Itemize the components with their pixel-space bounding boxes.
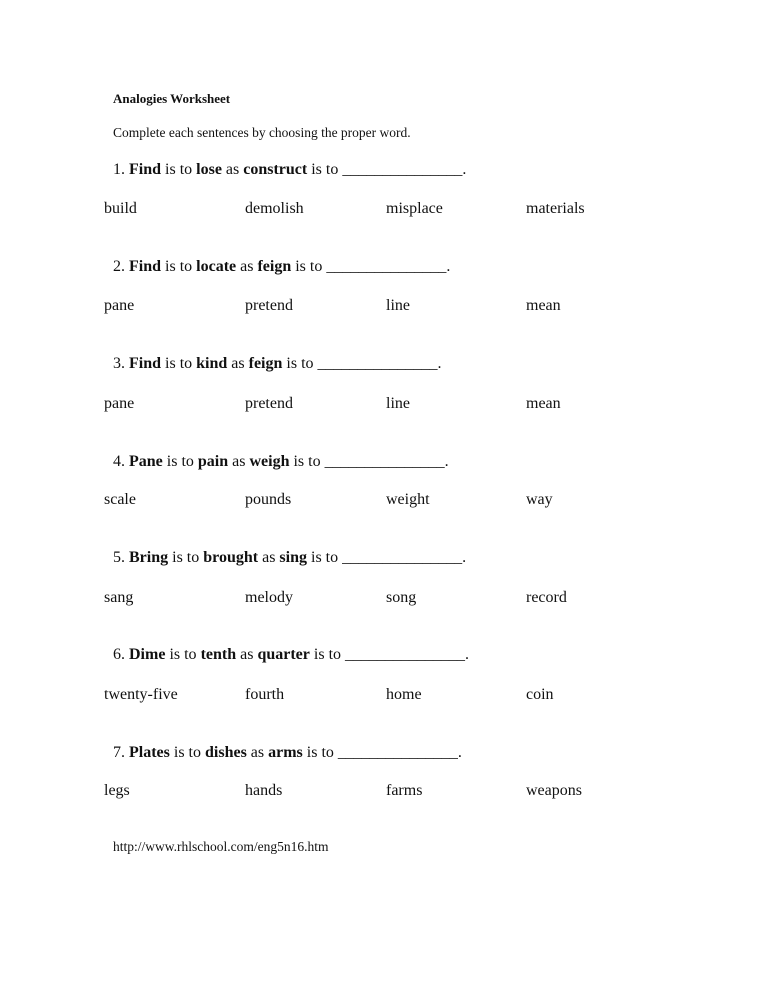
connector: is to — [313, 646, 342, 663]
question-6 — [113, 645, 469, 665]
worksheet-title: Analogies Worksheet — [113, 91, 231, 106]
word-a: Plates — [129, 744, 170, 761]
answer-blank: _______________. — [342, 549, 467, 566]
connector: is to — [295, 258, 323, 275]
word-c: feign — [257, 258, 292, 275]
choices-7 — [104, 781, 704, 803]
word-c: sing — [279, 549, 307, 566]
answer-blank: _______________. — [317, 355, 442, 372]
choice-option: hands — [245, 782, 283, 799]
instructions: Complete each sentences by choosing the proper word. — [113, 125, 411, 140]
answer-blank: _______________. — [326, 258, 451, 275]
choice-option: melody — [245, 589, 293, 606]
choice-option: pretend — [245, 297, 293, 314]
choice-option: farms — [386, 782, 423, 799]
word-b: dishes — [205, 744, 247, 761]
word-a: Dime — [129, 646, 166, 663]
connector: as — [231, 355, 245, 372]
word-b: lose — [196, 161, 222, 178]
choice-option: way — [526, 491, 553, 508]
choice-option: line — [386, 297, 410, 314]
connector: as — [232, 453, 246, 470]
choice-option: pretend — [245, 395, 293, 412]
connector: is to — [311, 161, 339, 178]
connector: is to — [173, 744, 201, 761]
connector: as — [240, 646, 254, 663]
choice-option: line — [386, 395, 410, 412]
choice-option: mean — [526, 297, 561, 314]
connector: is to — [172, 549, 200, 566]
word-c: weigh — [249, 453, 290, 470]
connector: is to — [165, 161, 193, 178]
connector: is to — [165, 258, 193, 275]
connector: is to — [306, 744, 334, 761]
choices-2 — [104, 296, 704, 318]
connector: is to — [169, 646, 197, 663]
word-c: feign — [248, 355, 283, 372]
connector: is to — [286, 355, 314, 372]
choices-1 — [104, 199, 704, 221]
choice-option: legs — [104, 782, 130, 799]
question-4 — [113, 452, 449, 472]
word-a: Bring — [129, 549, 169, 566]
connector: as — [262, 549, 276, 566]
choices-6 — [104, 685, 704, 707]
choices-4 — [104, 490, 704, 512]
choices-5 — [104, 588, 704, 610]
connector: is to — [166, 453, 194, 470]
choice-option: record — [526, 589, 567, 606]
choice-option: pounds — [245, 491, 292, 508]
word-b: tenth — [200, 646, 237, 663]
source-url: http://www.rhlschool.com/eng5n16.htm — [113, 839, 329, 854]
word-b: pain — [197, 453, 229, 470]
question-number: 2. — [113, 258, 125, 275]
choice-option: weight — [386, 491, 430, 508]
choice-option: build — [104, 200, 137, 217]
question-number: 4. — [113, 453, 125, 470]
question-5 — [113, 548, 466, 568]
connector: as — [240, 258, 254, 275]
choice-option: misplace — [386, 200, 443, 217]
word-a: Find — [129, 355, 162, 372]
connector: is to — [311, 549, 339, 566]
answer-blank: _______________. — [337, 744, 462, 761]
word-a: Find — [129, 161, 162, 178]
question-number: 7. — [113, 744, 125, 761]
word-c: arms — [268, 744, 303, 761]
choice-option: materials — [526, 200, 585, 217]
word-a: Pane — [129, 453, 163, 470]
choice-option: pane — [104, 395, 135, 412]
choice-option: twenty-five — [104, 686, 178, 703]
connector: as — [225, 161, 240, 178]
choice-option: sang — [104, 589, 134, 606]
question-7 — [113, 743, 462, 763]
answer-blank: _______________. — [324, 453, 449, 470]
choices-3 — [104, 394, 704, 416]
question-2 — [113, 257, 450, 277]
choice-option: fourth — [245, 686, 285, 703]
choice-option: weapons — [526, 782, 582, 799]
question-number: 5. — [113, 549, 125, 566]
word-b: brought — [203, 549, 259, 566]
word-c: quarter — [257, 646, 310, 663]
question-1 — [113, 160, 466, 180]
choice-option: mean — [526, 395, 561, 412]
word-c: construct — [243, 161, 308, 178]
choice-option: song — [386, 589, 417, 606]
question-number: 1. — [113, 161, 125, 178]
word-b: kind — [196, 355, 228, 372]
word-b: locate — [196, 258, 237, 275]
choice-option: demolish — [245, 200, 304, 217]
word-a: Find — [129, 258, 162, 275]
connector: as — [250, 744, 265, 761]
choice-option: scale — [104, 491, 136, 508]
choice-option: pane — [104, 297, 135, 314]
choice-option: coin — [526, 686, 554, 703]
question-number: 6. — [113, 646, 125, 663]
question-number: 3. — [113, 355, 125, 372]
choice-option: home — [386, 686, 422, 703]
question-3 — [113, 354, 442, 374]
connector: is to — [293, 453, 321, 470]
answer-blank: _______________. — [345, 646, 470, 663]
connector: is to — [165, 355, 193, 372]
answer-blank: _______________. — [342, 161, 467, 178]
